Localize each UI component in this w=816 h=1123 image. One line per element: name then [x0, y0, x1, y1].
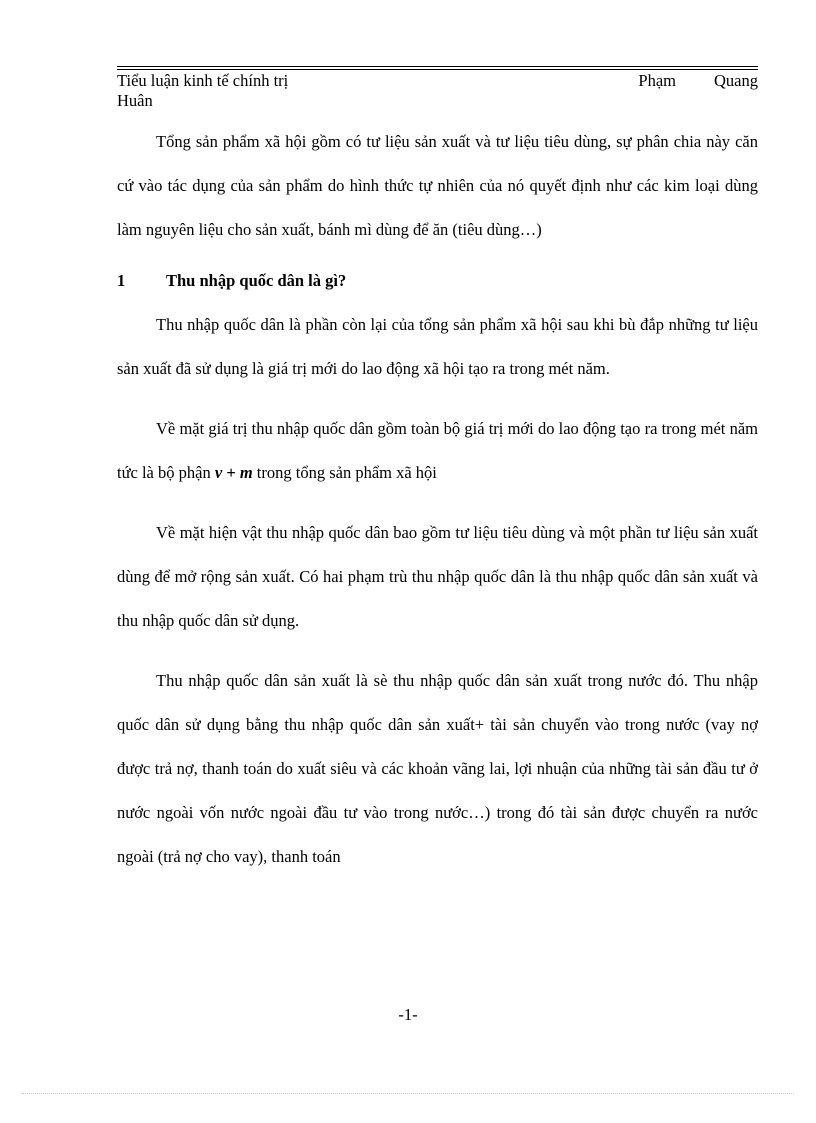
section-number: 1: [117, 271, 126, 290]
author-first: Phạm: [638, 71, 676, 90]
page-header: [117, 66, 758, 111]
paragraph-5: Thu nhập quốc dân sản xuất là sè thu nhập quốc dân sản xuất trong nước đó. Thu nhập quốc dân sử dụng bằng thu nhập quốc dân sản xuất+ tài sản chuyển vào trong nước (vay nợ được trả nợ, thanh toán do xuất siêu và các khoản vãng lai, lợi nhuận của những tài sản đầu tư ở nước ngoài vốn nước ngoài đầu tư vào trong nước…) trong đó tài sản được chuyển ra nước ngoài (trả nợ cho vay), thanh toán: [117, 671, 758, 866]
document-title: Tiểu luận kinh tế chính trị: [117, 71, 289, 90]
paragraph-3: [117, 407, 758, 495]
document-body: [117, 120, 758, 879]
formula-v-plus-m: v + m: [214, 463, 253, 482]
section-title: Thu nhập quốc dân là gì?: [166, 271, 347, 290]
header-rule-bottom: [117, 69, 758, 70]
page-bottom-divider: [22, 1093, 794, 1094]
author-last: Huân: [117, 91, 153, 110]
author-name: [638, 71, 758, 91]
paragraph-2: Thu nhập quốc dân là phần còn lại của tổng sản phẩm xã hội sau khi bù đắp những tư liệu sản xuất đã sử dụng là giá trị mới do lao động xã hội tạo ra trong mét năm.: [117, 315, 758, 378]
paragraph-3-text-end: trong tổng sản phẩm xã hội: [252, 463, 437, 482]
page-number: -1-: [398, 1005, 418, 1024]
paragraph-4: Về mặt hiện vật thu nhập quốc dân bao gồm tư liệu tiêu dùng và một phần tư liệu sản xuất dùng để mở rộng sản xuất. Có hai phạm trù thu nhập quốc dân là thu nhập quốc dân sản xuất và thu nhập quốc dân sử dụng.: [117, 523, 758, 630]
section-heading: [117, 259, 758, 303]
paragraph-1: Tổng sản phẩm xã hội gồm có tư liệu sản xuất và tư liệu tiêu dùng, sự phân chia này căn cứ vào tác dụng của sản phẩm do hình thức tự nhiên của nó quyết định như các kim loại dùng làm nguyên liệu cho sản xuất, bánh mì dùng để ăn (tiêu dùng…): [117, 132, 758, 239]
header-line: [117, 71, 758, 91]
author-middle: Quang: [714, 71, 758, 90]
paragraph-3-text-start: Về mặt giá trị thu nhập quốc dân gồm toàn bộ giá trị mới do lao động tạo ra trong mét năm tức là bộ phận: [117, 419, 758, 482]
header-rule-top: [117, 66, 758, 67]
